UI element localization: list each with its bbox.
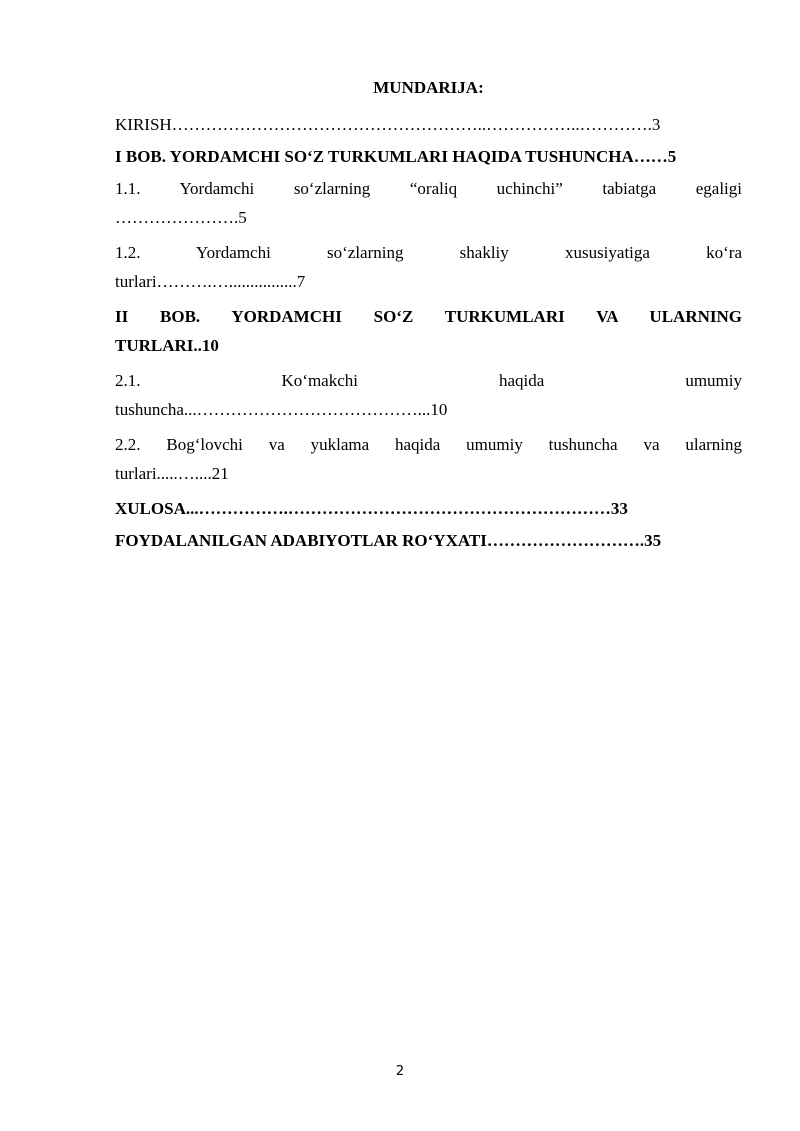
toc-entry-2-1: [115, 365, 742, 423]
toc-entry-1-2: [115, 237, 742, 295]
toc-entry-xulosa: XULOSA...…………….…………………………………………………33: [115, 499, 628, 518]
toc-entry-1-1: [115, 173, 742, 231]
toc-entry-2-2-line2: turlari.....…....21: [115, 464, 229, 483]
toc-entry-chapter-2: [115, 301, 742, 359]
page-number: 2: [395, 1064, 405, 1079]
toc-entry-2-2-line1: 2.2. Bog‘lovchi va yuklama haqida umumiy tushuncha va ularning: [115, 435, 742, 454]
table-of-contents: [115, 76, 742, 557]
toc-entry-2-2: [115, 429, 742, 487]
toc-entry-2-1-line2: tushuncha...…………………………………...10: [115, 400, 448, 419]
toc-title: MUNDARIJA:: [373, 78, 484, 97]
toc-entry-kirish: KIRISH………………………………………………..……………..………….3: [115, 115, 661, 134]
toc-entry-1-2-line2: turlari……….…................7: [115, 272, 306, 291]
toc-entry-references: FOYDALANILGAN ADABIYOTLAR RO‘YXATI……………………….35: [115, 531, 662, 550]
toc-entry-1-1-line2: ………………….5: [115, 208, 247, 227]
toc-entry-chapter-2-line2: TURLARI..10: [115, 336, 219, 355]
toc-entry-1-1-line1: 1.1. Yordamchi so‘zlarning “oraliq uchinchi” tabiatga egaligi: [115, 179, 742, 198]
toc-entry-2-1-line1: 2.1. Ko‘makchi haqida umumiy: [115, 371, 742, 390]
toc-entry-chapter-1: I BOB. YORDAMCHI SO‘Z TURKUMLARI HAQIDA TUSHUNCHA……5: [115, 147, 677, 166]
toc-entry-1-2-line1: 1.2. Yordamchi so‘zlarning shakliy xususiyatiga ko‘ra: [115, 243, 742, 262]
toc-entry-chapter-2-line1: II BOB. YORDAMCHI SO‘Z TURKUMLARI VA ULARNING: [115, 307, 742, 326]
